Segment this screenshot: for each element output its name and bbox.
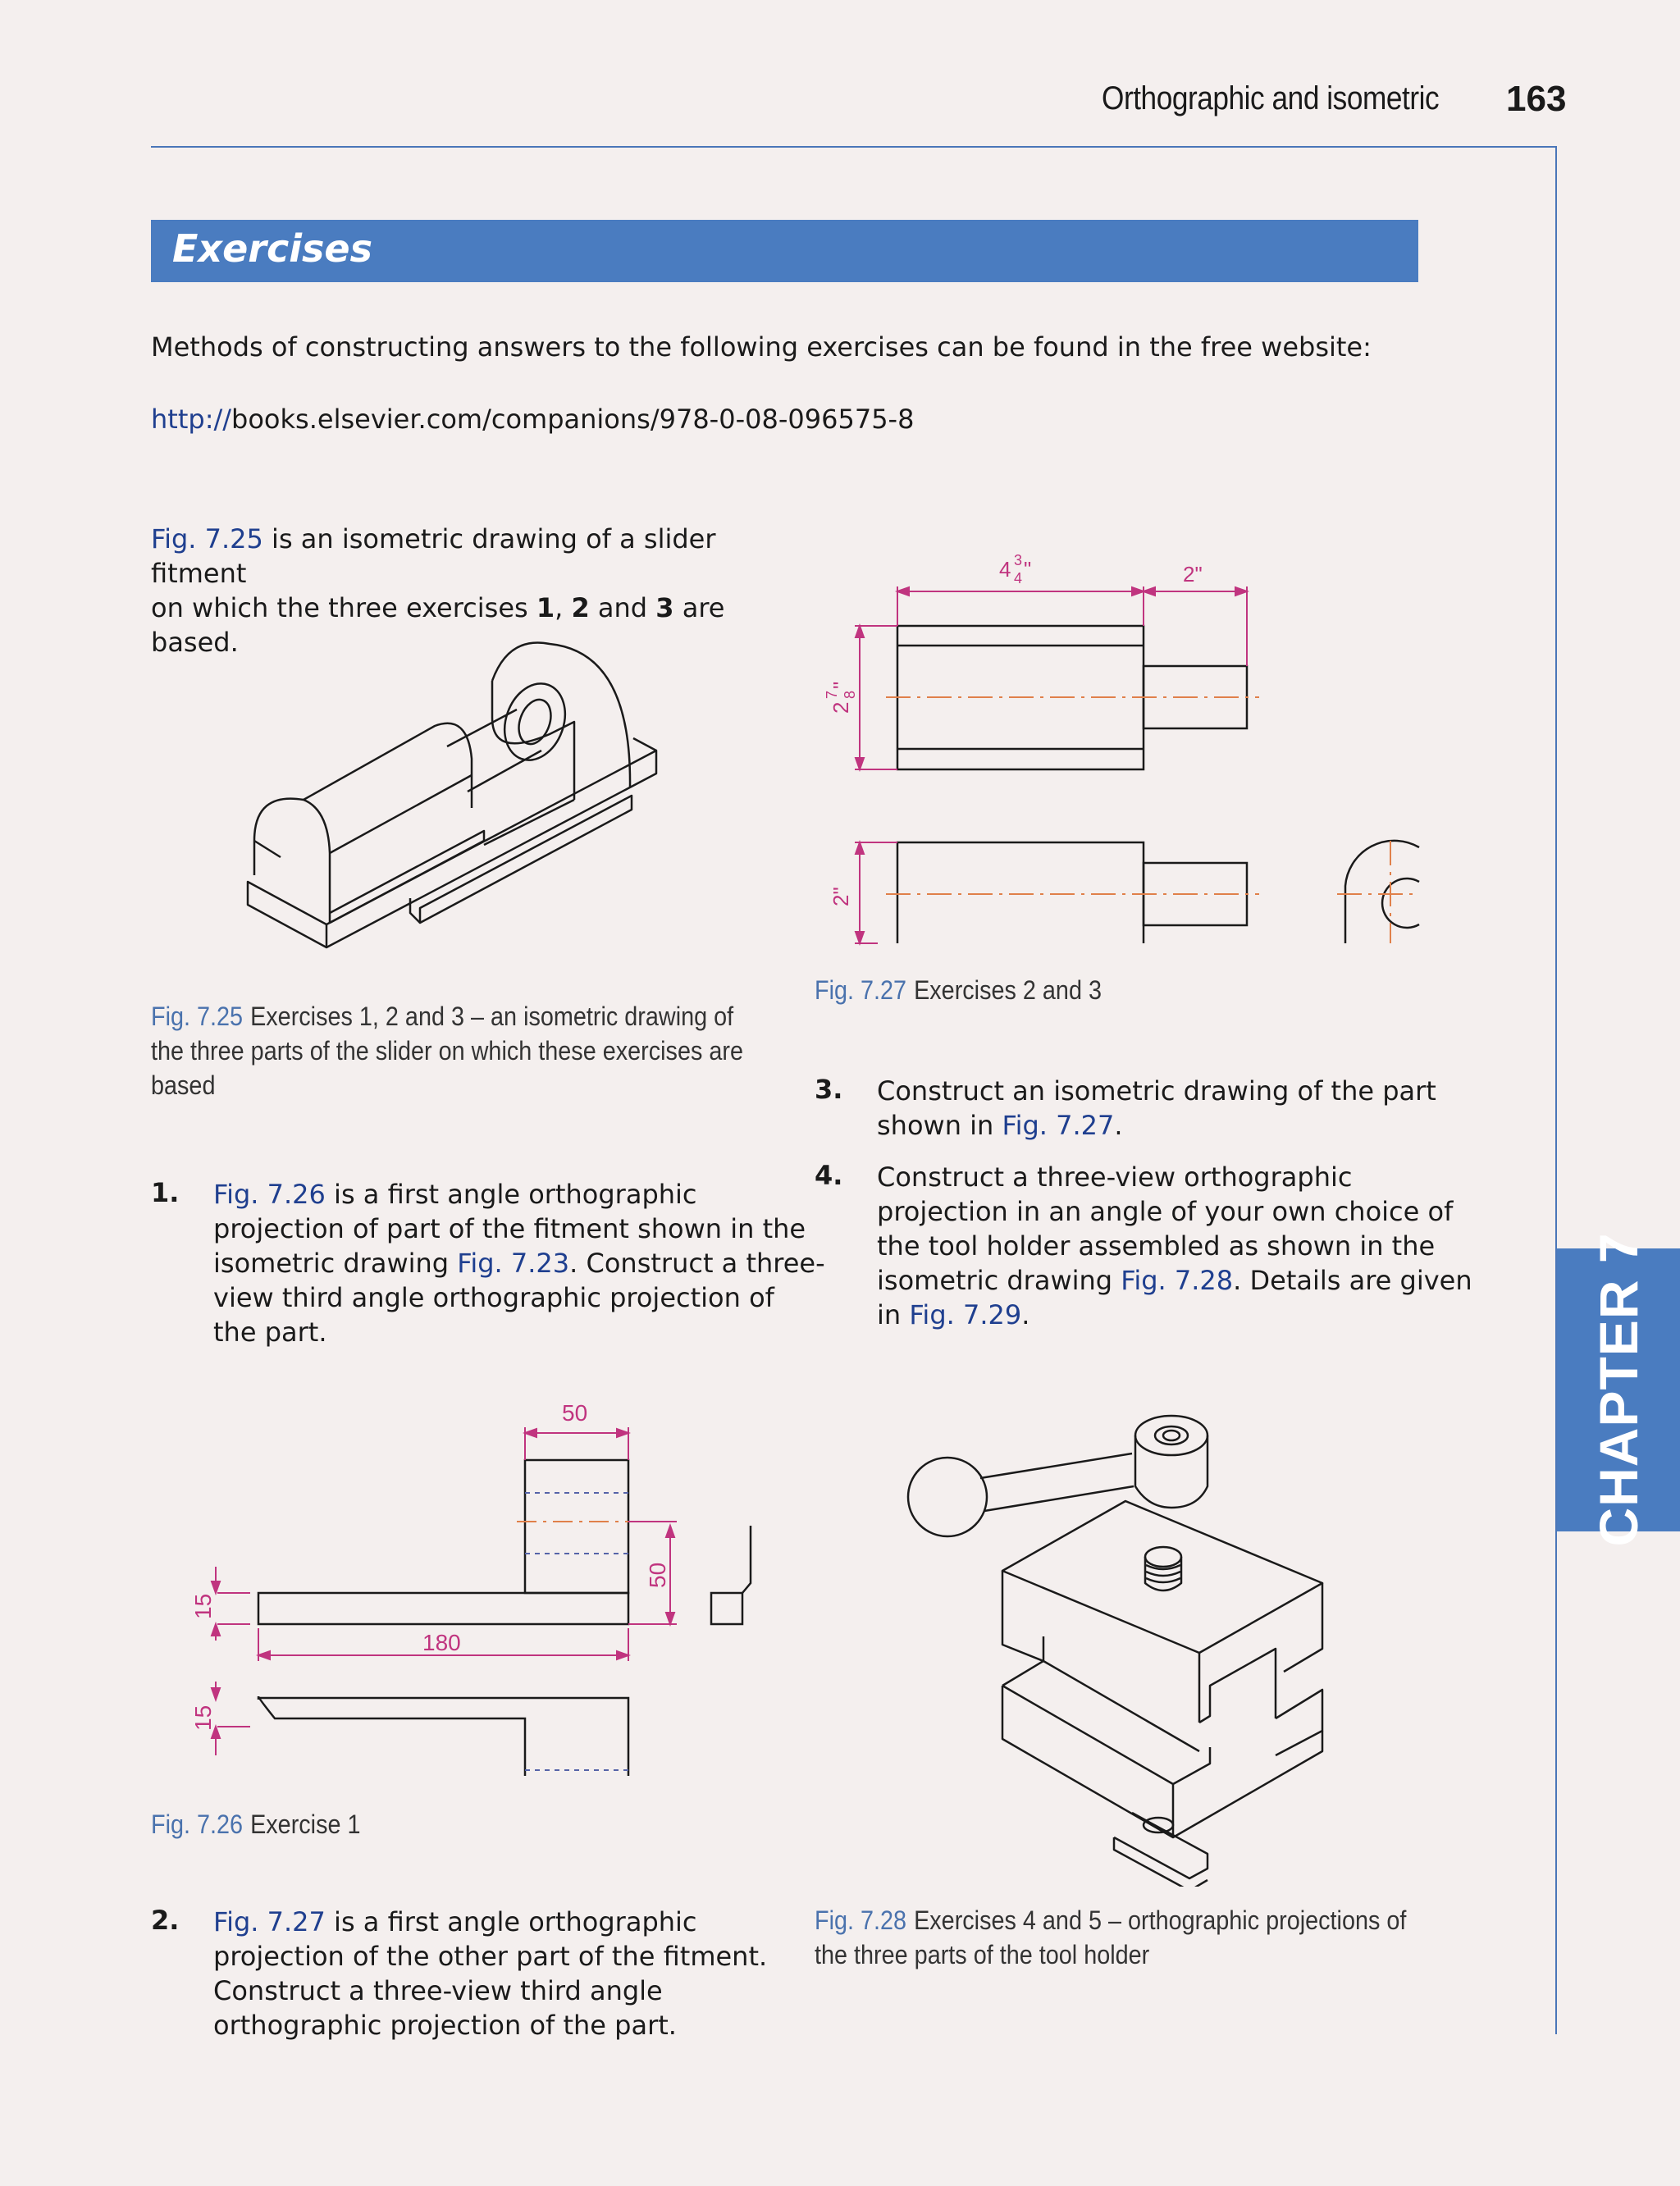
text-line: isometric drawing (877, 1265, 1121, 1296)
dim-right: 2" (1183, 562, 1203, 586)
text-line: . Construct a three- (569, 1248, 825, 1279)
fig728-caption (815, 1903, 1406, 1972)
caption-text: based (151, 1070, 216, 1100)
dim-side-den: 8 (842, 690, 858, 699)
handle-ball (908, 1458, 987, 1536)
dim-top-den: 4 (1014, 570, 1023, 586)
dim-thickness-15-b: 15 (190, 1705, 216, 1731)
text-line: the part. (213, 1317, 327, 1348)
fig725-caption-ref[interactable]: Fig. 7.25 (151, 1002, 244, 1031)
fig725-caption (151, 999, 743, 1102)
sep: and (589, 592, 656, 623)
header-rule (151, 146, 1557, 148)
dim-top-unit: " (1024, 557, 1032, 582)
caption-text: the three parts of the slider on which these exercises are (151, 1036, 743, 1066)
exercise-num-3: 3 (655, 592, 674, 623)
text-line: shown in (877, 1110, 1002, 1141)
text-line: Construct a three-view orthographic (877, 1161, 1353, 1193)
running-header-title: Orthographic and isometric (1102, 80, 1440, 116)
chapter-tab-label: CHAPTER 7 (1588, 1232, 1649, 1547)
exercise-3-text (877, 1074, 1436, 1143)
fig725-link[interactable]: Fig. 7.25 (151, 523, 263, 554)
fig728-isometric-drawing (902, 1411, 1329, 1887)
fig727-link[interactable]: Fig. 7.27 (213, 1906, 326, 1937)
dim-top-50: 50 (562, 1400, 588, 1426)
text-line: projection in an angle of your own choice of (877, 1196, 1454, 1227)
dim-side2: 2" (829, 887, 853, 906)
fig726-arm (258, 1593, 628, 1624)
chapter-tab[interactable] (1557, 1232, 1680, 1547)
dim-side-num: 7 (824, 690, 840, 699)
exercise-3-number: 3. (815, 1074, 843, 1105)
text-line: the tool holder assembled as shown in the (877, 1230, 1436, 1262)
text-line: view third angle orthographic projection of (213, 1282, 774, 1313)
url-prefix[interactable]: http:// (151, 404, 232, 435)
caption-text: Exercises 1, 2 and 3 – an isometric drawing of (250, 1002, 734, 1031)
exercise-1-number: 1. (151, 1177, 180, 1208)
companion-url[interactable] (151, 402, 914, 436)
fig727-caption-ref[interactable]: Fig. 7.27 (815, 975, 907, 1005)
fig725-intro-text: is an isometric drawing of a slider fitment (151, 523, 716, 589)
intro-paragraph: Methods of constructing answers to the following exercises can be found in the free website: (151, 331, 1372, 363)
caption-text: the three parts of the tool holder (815, 1940, 1150, 1969)
text-line: . (1021, 1299, 1030, 1330)
fig729-link[interactable]: Fig. 7.29 (909, 1299, 1022, 1330)
text-line: projection of part of the fitment shown in the (213, 1213, 806, 1244)
dim-side-unit: " (829, 681, 853, 689)
fig723-link[interactable]: Fig. 7.23 (457, 1248, 570, 1279)
text-line: is a first angle orthographic (325, 1906, 697, 1937)
fig726-upright (525, 1460, 628, 1593)
text-line: . (1114, 1110, 1123, 1141)
page-number: 163 (1506, 79, 1567, 119)
margin-rule (1555, 146, 1557, 2034)
fig727-caption (815, 973, 1102, 1007)
exercise-1-text (213, 1177, 825, 1349)
fig726-link[interactable]: Fig. 7.26 (213, 1179, 326, 1210)
fig726-orthographic-drawing (185, 1394, 763, 1780)
fig726-caption-ref[interactable]: Fig. 7.26 (151, 1809, 244, 1839)
caption-text: Exercises 2 and 3 (914, 975, 1102, 1005)
exercise-num-2: 2 (571, 592, 590, 623)
exercise-2-number: 2. (151, 1905, 180, 1936)
text-line: is a first angle orthographic (325, 1179, 697, 1210)
exercise-4-text (877, 1160, 1472, 1332)
text-line: isometric drawing (213, 1248, 458, 1279)
caption-text: Exercises 4 and 5 – orthographic projections of (914, 1905, 1407, 1935)
text-line: orthographic projection of the part. (213, 2010, 677, 2041)
fig726-caption (151, 1807, 361, 1841)
dim-vert-50: 50 (645, 1562, 670, 1588)
caption-text: Exercise 1 (250, 1809, 361, 1839)
url-rest[interactable]: books.elsevier.com/companions/978-0-08-096575-8 (231, 404, 915, 435)
dim-thickness-15-a: 15 (190, 1593, 216, 1619)
dim-length-180: 180 (422, 1630, 461, 1655)
dim-top-whole: 4 (999, 557, 1011, 582)
fig725-intro-text3: are based. (151, 592, 725, 658)
text-line: projection of the other part of the fitment. (213, 1941, 768, 1972)
fig727-link[interactable]: Fig. 7.27 (1002, 1110, 1115, 1141)
fig728-link[interactable]: Fig. 7.28 (1121, 1265, 1234, 1296)
fig727-orthographic-drawing (812, 545, 1427, 947)
dim-top-num: 3 (1014, 552, 1023, 568)
exercises-banner (151, 220, 1418, 282)
dim-side-whole: 2 (829, 701, 853, 714)
exercise-2-text (213, 1905, 767, 2042)
sep: , (555, 592, 572, 623)
text-line: Construct an isometric drawing of the part (877, 1075, 1436, 1107)
banner-title: Exercises (172, 226, 372, 271)
fig728-caption-ref[interactable]: Fig. 7.28 (815, 1905, 907, 1935)
fig725-intro-text2: on which the three exercises (151, 592, 536, 623)
fig726-end-view (711, 1593, 742, 1624)
fig725-isometric-drawing (238, 636, 673, 972)
exercise-num-1: 1 (536, 592, 555, 623)
exercise-4-number: 4. (815, 1160, 843, 1191)
text-line: Construct a three-view third angle (213, 1975, 663, 2006)
text-line: in (877, 1299, 910, 1330)
text-line: . Details are given (1233, 1265, 1472, 1296)
